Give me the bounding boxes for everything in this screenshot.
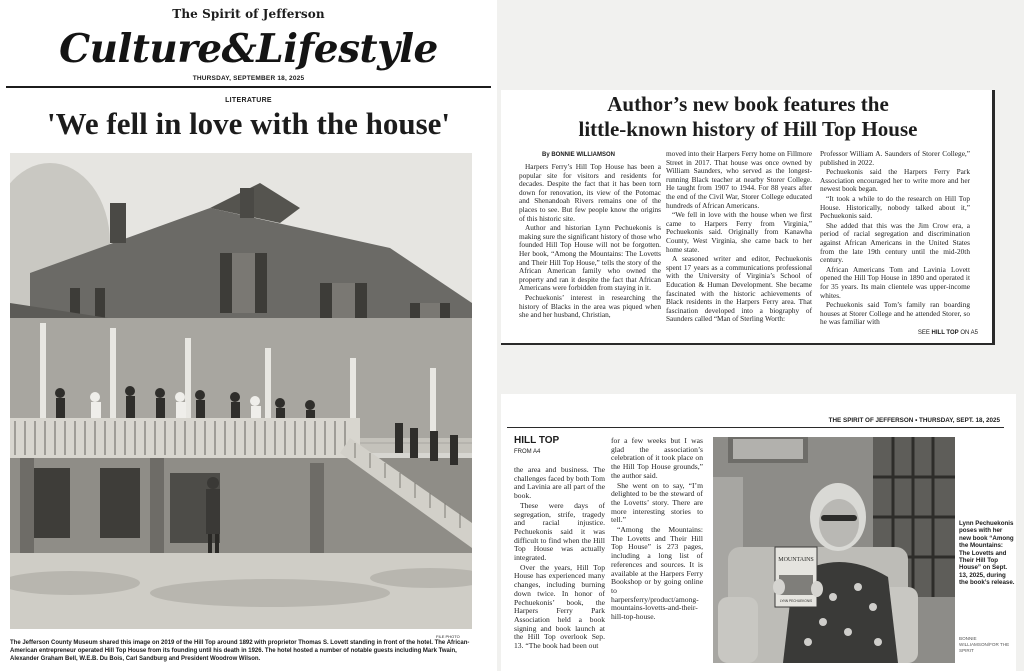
continuation-column-1 — [514, 466, 605, 652]
paragraph: the area and business. The challenges faced by both Tom and Lavinia are all part of the book. — [514, 465, 605, 501]
continuation-column-2 — [611, 437, 703, 623]
kicker: LITERATURE — [225, 97, 272, 104]
book-cover-author: LYNN PECHUEKONIS — [779, 599, 813, 603]
paragraph: Pechuekonis’ interest in researching the history of Blacks in the area was piqued when she and her husband, Christian, — [519, 292, 661, 320]
book-cover-title: MOUNTAINS — [778, 557, 814, 563]
paragraph: “We fell in love with the house when we first came to Harpers Ferry from Virginia,” Pechuekonis said. Originally from Kanawha County, West Virginia, she came back to her home state. — [666, 210, 812, 254]
article-column-3 — [820, 150, 970, 328]
continuation-title: HILL TOP — [514, 435, 560, 446]
paragraph: “It took a while to do the research on Hill Top House. Historically, nobody talked about it,” Pechuekonis said. — [820, 193, 970, 221]
jump-target: HILL TOP — [931, 330, 959, 336]
jump-prefix: SEE — [917, 330, 932, 336]
dateline: THURSDAY, SEPTEMBER 18, 2025 — [192, 75, 305, 82]
main-headline: 'We fell in love with the house' — [47, 106, 450, 141]
masthead-rule — [6, 86, 491, 88]
header-rule — [507, 427, 1004, 428]
author-photo-caption: Lynn Pechuekonis poses with her new book “Among the Mountains: The Lovetts and Their Hill Top House” on Sept. 13, 2025, during the book’s release. — [959, 520, 1015, 587]
running-header: THE SPIRIT OF JEFFERSON • THURSDAY, SEPT. 18, 2025 — [828, 417, 1000, 424]
paper-name: The Spirit of Jefferson — [172, 7, 325, 21]
section-title: Culture&Lifestyle — [59, 26, 438, 72]
culture-lifestyle-page — [0, 0, 497, 671]
paragraph: moved into their Harpers Ferry home on Fillmore Street in 2017. That house was once owned by William Saunders, who served as the longest-running Black teacher at nearby Storer College. He taught from 1907 to 1944. For 88 years after the end of the Civil War, Storer College educated hundreds of African Americans. — [666, 149, 812, 210]
hotel-illustration — [10, 153, 472, 629]
headline-line-2: little-known history of Hill Top House — [578, 117, 918, 141]
paragraph: Pechuekonis said Tom’s family ran boarding houses at Storer College and he attended Storer, so he was familiar with — [820, 300, 970, 327]
paragraph: African Americans Tom and Lavinia Lovett opened the Hill Top House in 1890 and operated it for 35 years. Its main clientele was upper-income whites. — [820, 264, 970, 300]
continuation-from: FROM A4 — [514, 449, 541, 455]
photo-credit: FILE PHOTO — [436, 634, 460, 639]
paragraph: Pechuekonis said the Harpers Ferry Park Association encouraged her to write more and her newest book began. — [820, 167, 970, 194]
paragraph: Harpers Ferry’s Hill Top House has been a popular site for visitors and residents for decades. Despite the fact that it has been torn down for renovation, its view of the Potomac and Shenandoah Rivers remains one of the places to see. But few people know the origins of this historic site. — [519, 162, 661, 223]
article-column-1 — [519, 163, 661, 321]
paragraph: Professor William A. Saunders of Storer College,” published in 2022. — [820, 149, 970, 167]
paragraph: Author and historian Lynn Pechuekonis is making sure the significant history of those who founded Hill Top House will not be forgotten. Her book, “Among the Mountains: The Lovetts and Their Hill Top House,” tells the story of the African American family who owned the property and ran it despite the fact that African Americans were forbidden from staying in it. — [519, 223, 661, 293]
photo-caption: The Jefferson County Museum shared this image on 2019 of the Hill Top around 1892 with proprietor Thomas S. Lovett standing in front of the hotel. The African-American entrepreneur operated Hill Top House from its founding until his death in 1926. The hotel hosted a number of notable guests including Mark Twain, Alexander Graham Bell, W.E.B. Du Bois, Carl Sandburg and President Woodrow Wilson. — [10, 640, 470, 662]
paragraph: She added that this was the Jim Crow era, a period of racial segregation and discrimination against African Americans in the United States from the late 19th century until the mid-20th century. — [820, 220, 970, 265]
byline: By BONNIE WILLIAMSON — [542, 152, 615, 158]
jump-line — [918, 330, 978, 336]
headline-line-1: Author’s new book features the — [607, 92, 889, 116]
author-illustration — [713, 437, 955, 663]
paragraph: These were days of segregation, strife, tragedy and racial injustice. Pechuekonis said it was difficult to find when the Hill Top House was actually integrated. — [514, 500, 605, 563]
paragraph: A seasoned writer and editor, Pechuekonis spent 17 years as a communications professional with the University of Virginia’s School of Education & Human Development. She became fascinated with the historic achievements of Black residents in the Harpers Ferry area. That fascination developed into a biography of Saunders called “Man of Sterling Worth: — [666, 254, 812, 324]
continuation-page — [501, 394, 1016, 671]
author-photo-credit: BONNIE WILLIAMSON/FOR THE SPIRIT — [959, 636, 1010, 653]
paragraph: Over the years, Hill Top House has experienced many changes, including burning down twice. In honor of Pechuekonis’ book, the Harpers Ferry Park Association held a book signing and book launch at the Hill Top overlook Sep. 13. “The book had been out — [514, 562, 605, 651]
author-photo — [713, 437, 955, 663]
paragraph: “Among the Mountains: The Lovetts and Their Hill Top House” is 273 pages, including a long list of references and sources. It is available at the Harpers Ferry Bookshop or by going online to harpersferry/product/among-mountains-lovetts-and-their-hill-top-house. — [611, 525, 703, 622]
paragraph: She went on to say, “I’m delighted to be the steward of the Lovetts’ story. There are more interesting stories to tell.” — [611, 480, 703, 525]
article-headline — [501, 92, 995, 142]
paragraph: for a few weeks but I was glad the association’s celebration of it took place on the Hill Top House grounds,” the author said. — [611, 436, 703, 480]
hill-top-house-photo — [10, 153, 472, 629]
jump-suffix: ON A5 — [958, 330, 978, 336]
author-book-article — [501, 90, 995, 345]
article-column-2 — [666, 150, 812, 325]
